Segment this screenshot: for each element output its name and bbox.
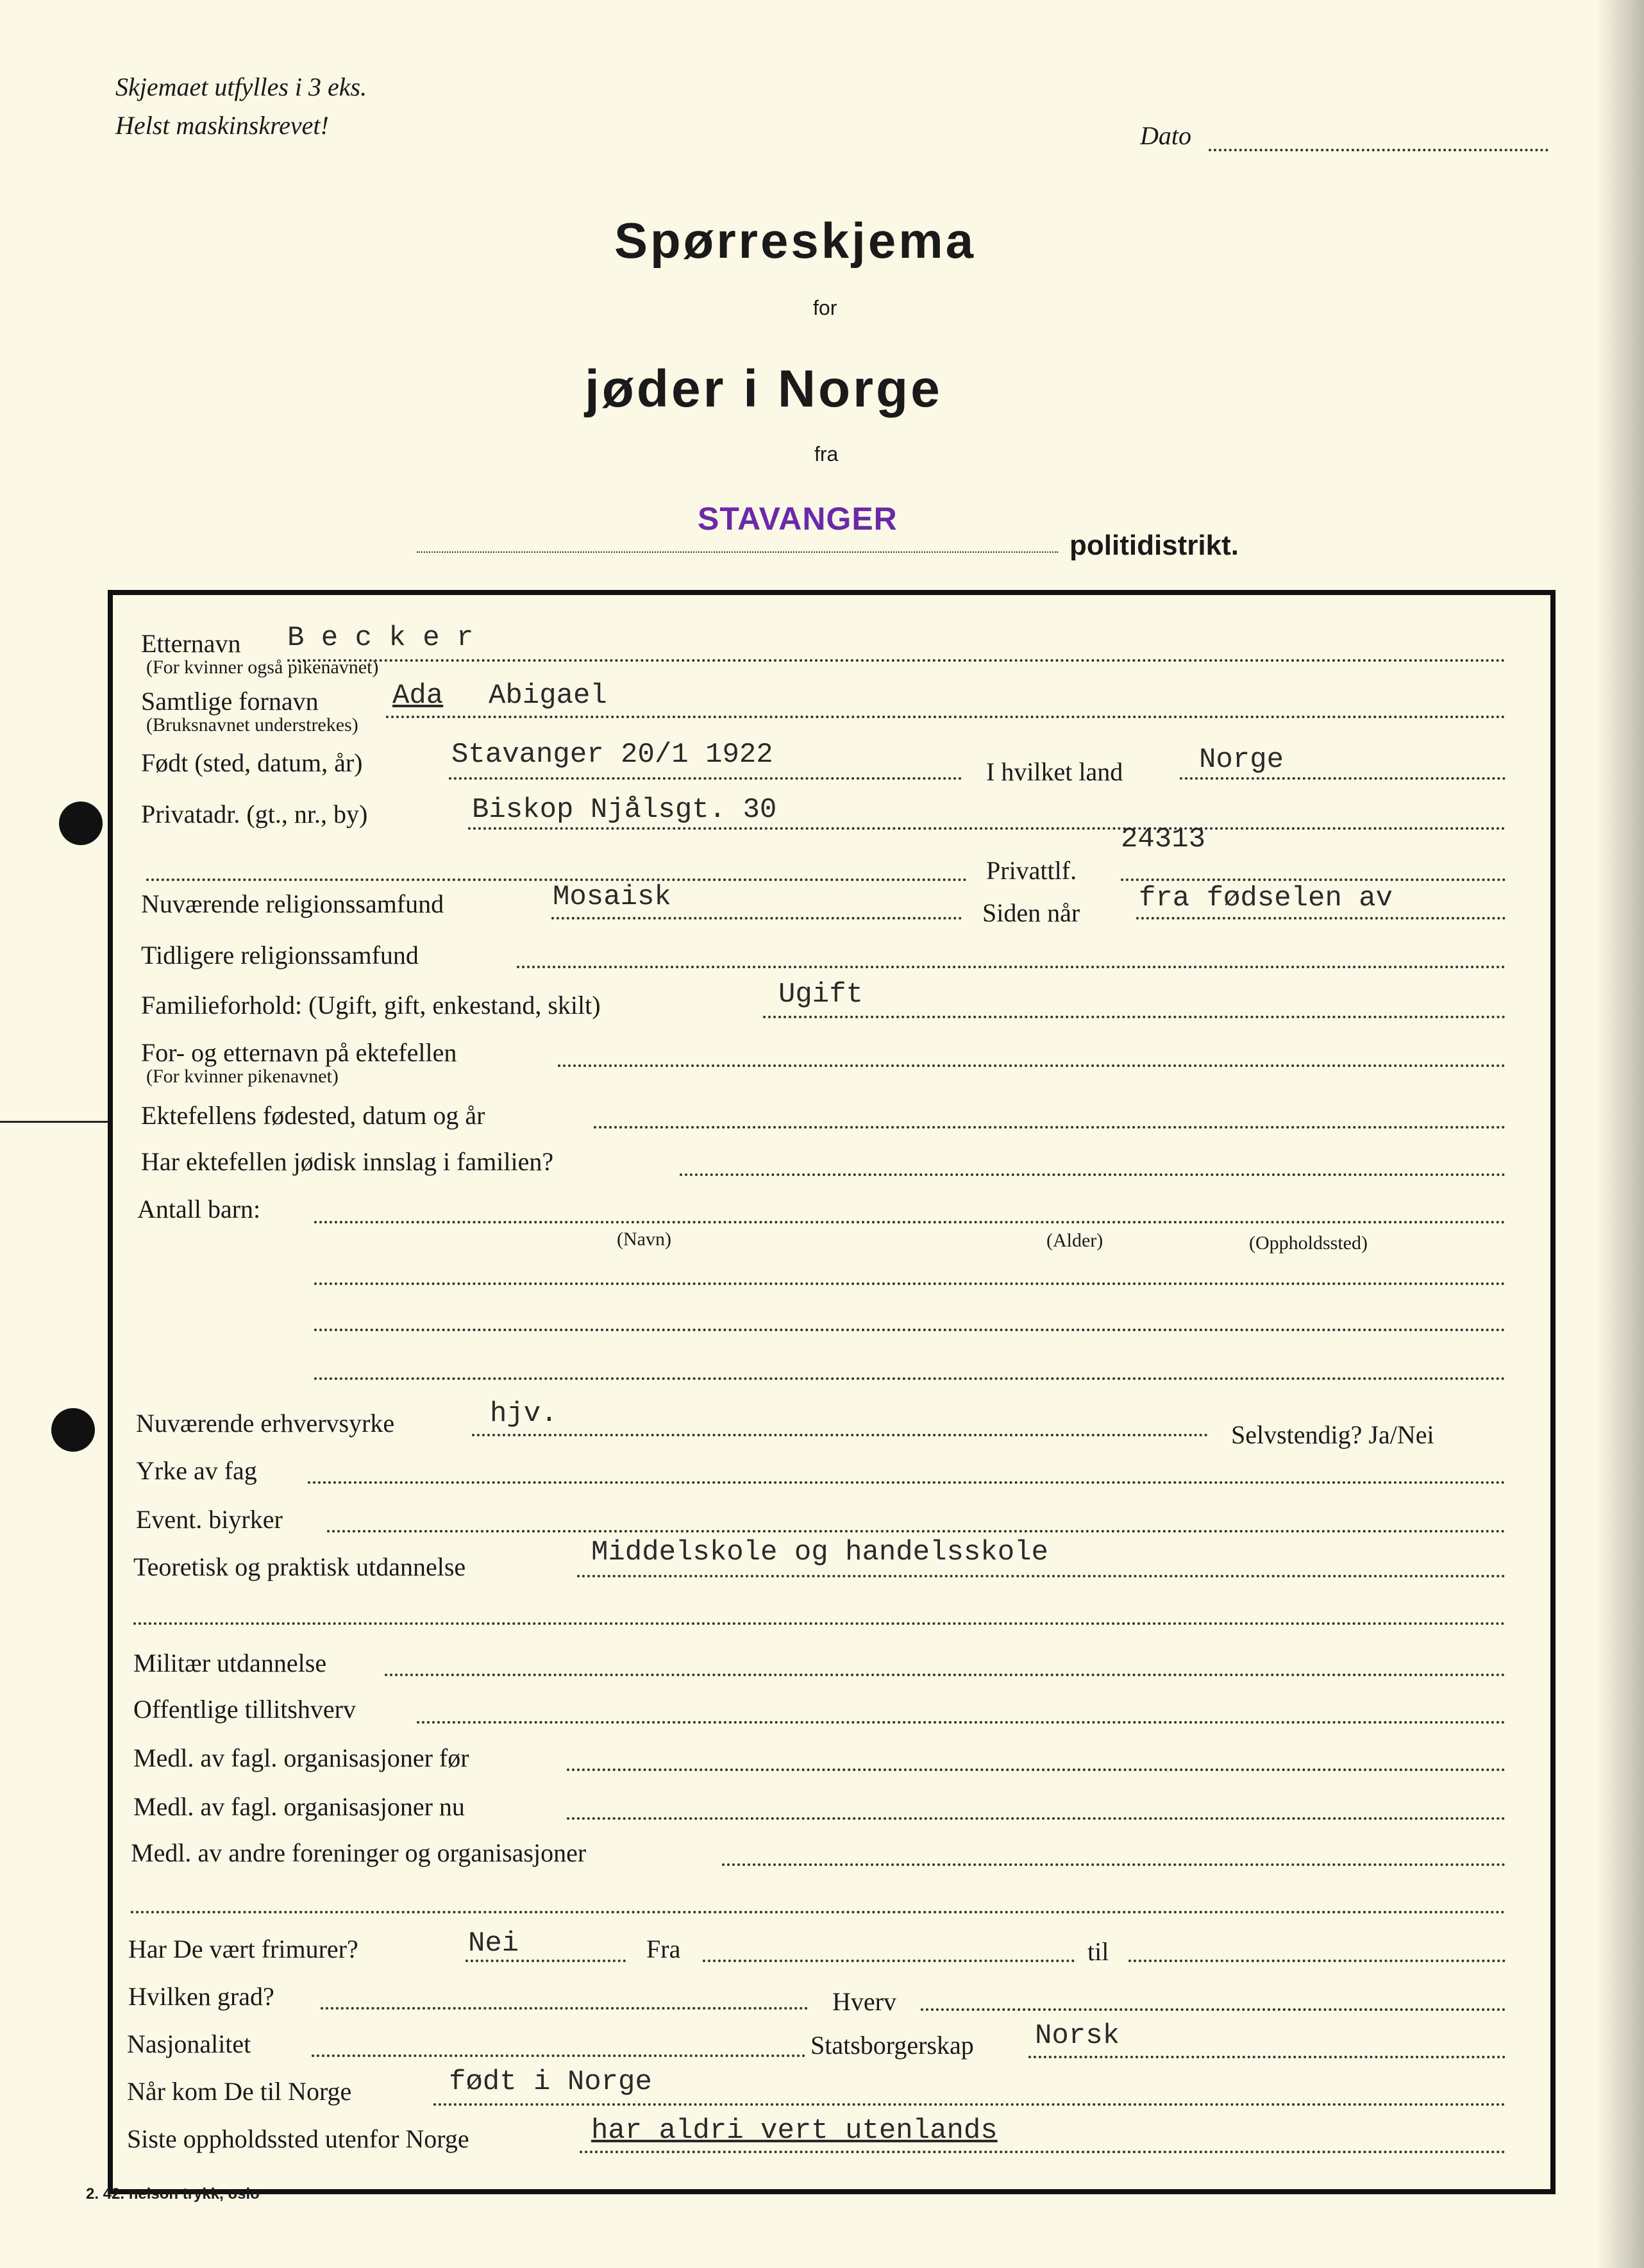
grad-field[interactable]: [321, 2007, 808, 2010]
barn-field-4[interactable]: [314, 1377, 1506, 1380]
religion-field: [551, 917, 962, 920]
selvstendig-label[interactable]: Selvstendig? Ja/Nei: [1231, 1420, 1434, 1449]
land-value[interactable]: Norge: [1199, 744, 1284, 776]
hverv-field[interactable]: [921, 2008, 1506, 2011]
grad-label: Hvilken grad?: [128, 1982, 274, 2011]
barn-alder-hint: (Alder): [1046, 1230, 1103, 1251]
religion-value[interactable]: Mosaisk: [553, 881, 671, 913]
for-text: for: [813, 296, 837, 319]
religion-label: Nuværende religionssamfund: [141, 889, 444, 918]
privatadr-label: Privatadr. (gt., nr., by): [141, 800, 368, 828]
instruction-line-2: Helst maskinskrevet!: [115, 111, 329, 140]
etternavn-field: [287, 659, 1506, 662]
yrke-label: Yrke av fag: [136, 1456, 257, 1485]
biyrker-field[interactable]: [327, 1530, 1506, 1533]
fornavn-field: [386, 716, 1506, 718]
siden-field: [1136, 917, 1506, 920]
etternavn-value[interactable]: B e c k e r: [287, 622, 474, 654]
ektefelle-label: For- og etternavn på ektefellen: [141, 1038, 457, 1067]
statsborger-field: [1028, 2056, 1506, 2058]
fagl-for-field[interactable]: [567, 1768, 1506, 1771]
utdannelse-label: Teoretisk og praktisk utdannelse: [133, 1552, 466, 1581]
privattlf-field: [1121, 878, 1506, 881]
erhverv-field: [472, 1434, 1208, 1436]
ektefelle-field[interactable]: [558, 1064, 1506, 1067]
frimurer-value[interactable]: Nei: [468, 1928, 519, 1960]
til-label: til: [1087, 1937, 1109, 1966]
fra-label: Fra: [646, 1935, 681, 1963]
ektefelle-jodisk-label: Har ektefellen jødisk innslag i familien?: [141, 1147, 554, 1176]
siste-field: [580, 2151, 1506, 2153]
siste-label: Siste oppholdssted utenfor Norge: [127, 2124, 469, 2153]
tidl-religion-label: Tidligere religionssamfund: [141, 941, 419, 970]
andre-label: Medl. av andre foreninger og organisasjoner: [131, 1838, 587, 1867]
familie-label: Familieforhold: (Ugift, gift, enkestand, skilt): [141, 991, 601, 1020]
dato-label: Dato: [1140, 121, 1191, 150]
frimurer-label: Har De vært frimurer?: [128, 1935, 358, 1963]
til-field[interactable]: [1128, 1960, 1506, 1962]
barn-field-2[interactable]: [314, 1282, 1506, 1285]
yrke-field[interactable]: [308, 1481, 1506, 1484]
privatadr-field: [468, 827, 1506, 830]
erhverv-value[interactable]: hjv.: [490, 1398, 558, 1430]
tillit-label: Offentlige tillitshverv: [133, 1695, 356, 1724]
district-field[interactable]: [417, 551, 1058, 553]
fodt-field: [449, 777, 962, 780]
fodt-label: Født (sted, datum, år): [141, 748, 363, 777]
barn-navn-hint: (Navn): [617, 1229, 671, 1250]
barn-label: Antall barn:: [137, 1195, 261, 1223]
siden-label: Siden når: [982, 898, 1080, 927]
district-stamp: STAVANGER: [698, 501, 898, 537]
form-title: Spørreskjema: [614, 212, 976, 269]
privatadr-value[interactable]: Biskop Njålsgt. 30: [472, 794, 777, 826]
dato-field[interactable]: [1209, 149, 1548, 151]
kom-field: [433, 2103, 1506, 2106]
barn-field-3[interactable]: [314, 1329, 1506, 1331]
utdannelse-value[interactable]: Middelskole og handelsskole: [591, 1536, 1048, 1568]
familie-field: [763, 1016, 1506, 1018]
militar-field[interactable]: [385, 1674, 1506, 1676]
ektefelle-fodested-field[interactable]: [594, 1126, 1506, 1129]
nasjonalitet-field[interactable]: [312, 2054, 805, 2057]
fagl-nu-label: Medl. av fagl. organisasjoner nu: [133, 1792, 465, 1821]
statsborger-value[interactable]: Norsk: [1035, 2020, 1120, 2052]
etternavn-label: Etternavn: [141, 629, 241, 658]
land-field: [1180, 777, 1506, 780]
printer-mark: 2. 42. nelson trykk, oslo: [86, 2185, 260, 2203]
form-subtitle: jøder i Norge: [585, 360, 943, 418]
siste-value[interactable]: har aldri vert utenlands: [591, 2115, 998, 2147]
biyrker-label: Event. biyrker: [136, 1505, 283, 1534]
nasjonalitet-label: Nasjonalitet: [127, 2029, 251, 2058]
land-label: I hvilket land: [986, 757, 1123, 786]
tidl-religion-field[interactable]: [517, 966, 1506, 968]
statsborger-label: Statsborgerskap: [810, 2031, 974, 2060]
fornavn-value-underlined[interactable]: Ada: [392, 680, 444, 712]
binder-hole-bottom: [51, 1408, 95, 1452]
ektefelle-jodisk-field[interactable]: [680, 1173, 1506, 1176]
utdannelse-field: [577, 1575, 1506, 1577]
utdannelse-field-2[interactable]: [133, 1622, 1506, 1625]
familie-value[interactable]: Ugift: [778, 979, 864, 1011]
binder-hole-top: [59, 802, 103, 845]
andre-field-2[interactable]: [131, 1911, 1506, 1913]
fornavn-label: Samtlige fornavn: [141, 687, 319, 716]
fra-text: fra: [814, 442, 839, 466]
andre-field[interactable]: [722, 1863, 1506, 1866]
fagl-nu-field[interactable]: [567, 1817, 1506, 1820]
fornavn-hint: (Bruksnavnet understrekes): [146, 714, 358, 735]
militar-label: Militær utdannelse: [133, 1649, 327, 1677]
fagl-for-label: Medl. av fagl. organisasjoner før: [133, 1743, 469, 1772]
etternavn-hint: (For kvinner også pikenavnet): [146, 657, 379, 678]
ektefelle-hint: (For kvinner pikenavnet): [146, 1066, 339, 1087]
hverv-label: Hverv: [832, 1987, 896, 2016]
page-edge-shadow: [1597, 0, 1644, 2268]
kom-label: Når kom De til Norge: [127, 2077, 352, 2106]
ektefelle-fodested-label: Ektefellens fødested, datum og år: [141, 1101, 485, 1130]
erhverv-label: Nuværende erhvervsyrke: [136, 1409, 395, 1438]
fra-field[interactable]: [703, 1960, 1075, 1962]
siden-value[interactable]: fra fødselen av: [1139, 882, 1393, 914]
barn-opphold-hint: (Oppholdssted): [1249, 1232, 1368, 1254]
fornavn-value-rest[interactable]: Abigael: [489, 680, 607, 712]
privattlf-value[interactable]: 24313: [1121, 823, 1206, 855]
kom-value[interactable]: født i Norge: [449, 2066, 652, 2098]
barn-field-1[interactable]: [314, 1221, 1506, 1223]
tillit-field[interactable]: [417, 1721, 1506, 1724]
fold-line: [0, 1121, 110, 1123]
frimurer-field: [466, 1960, 626, 1962]
fodt-value[interactable]: Stavanger 20/1 1922: [451, 739, 773, 771]
instruction-line-1: Skjemaet utfylles i 3 eks.: [115, 72, 367, 101]
privattlf-label: Privattlf.: [986, 856, 1077, 885]
politidistrikt-label: politidistrikt.: [1069, 530, 1239, 561]
